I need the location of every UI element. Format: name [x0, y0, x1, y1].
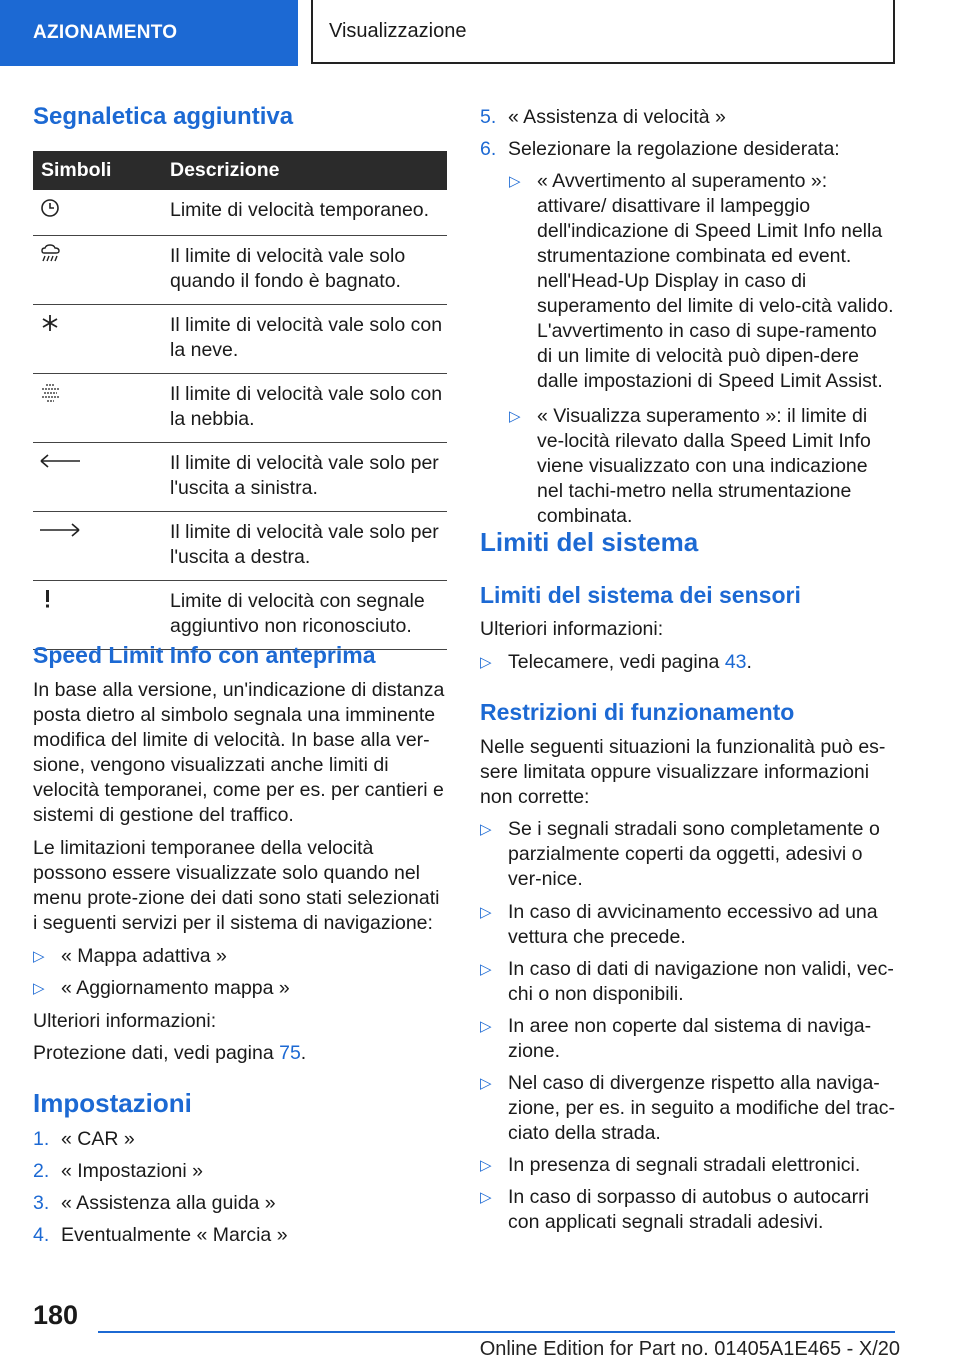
table-row	[33, 190, 447, 236]
section-tab: AZIONAMENTO	[0, 0, 298, 66]
list-item: ▷ Telecamere, vedi pagina 43.	[480, 651, 752, 673]
list-item: ▷ « Avvertimento al superamento »: attivare/ disattivare il lampeggio dell'indicazione di Speed Limit Info nella strumentazione combinata ed event. nell'Head-Up Display in caso di superamento del limite di velo-cità valido. L'avvertimento in caso di supe-ramento di un limite di velocità può dipen-dere dalle impostazioni di Speed Limit Assist.	[509, 170, 894, 392]
more-info-label: Ulteriori informazioni:	[33, 1010, 217, 1032]
list-item: 6. Selezionare la regolazione desiderata:	[480, 138, 840, 160]
list-item: ▷ In caso di sorpasso di autobus o autocarri con applicati segnali stradali adesivi.	[480, 1186, 869, 1233]
triangle-bullet-icon: ▷	[480, 1189, 492, 1206]
row-description: Il limite di velocità vale solo con la nebbia.	[166, 374, 447, 443]
snowflake-icon	[39, 313, 63, 333]
topic-header: Visualizzazione	[311, 0, 895, 64]
symbols-table	[33, 151, 447, 650]
list-item: ▷ In aree non coperte dal sistema di naviga-zione.	[480, 1015, 872, 1062]
arrow-right-icon	[39, 520, 81, 540]
heading-limits: Limiti del sistema	[480, 527, 699, 557]
heading-preview: Speed Limit Info con anteprima	[33, 642, 376, 668]
table-row	[33, 374, 447, 443]
privacy-page-link[interactable]: 75	[279, 1042, 301, 1064]
fog-icon	[39, 382, 63, 402]
list-item: 5. « Assistenza di velocità »	[480, 106, 726, 128]
heading-sensors: Limiti del sistema dei sensori	[480, 582, 801, 608]
triangle-bullet-icon: ▷	[480, 961, 492, 978]
list-item: ▷ Nel caso di divergenze rispetto alla naviga-zione, per es. in seguito a modifiche del trac-ciato della strada.	[480, 1072, 895, 1144]
rain-icon	[39, 244, 63, 264]
paragraph-preview: In base alla versione, un'indicazione di distanza posta dietro al simbolo segnala una imminente modifica del limite di velocità. In base alla ver-sione, vengono visualizzati anche limiti di velocità temporanei, come per es. per cantieri e sistemi di gestione del traffico.	[33, 679, 445, 826]
triangle-bullet-icon: ▷	[480, 1157, 492, 1174]
table-row	[33, 236, 447, 305]
heading-restrictions: Restrizioni di funzionamento	[480, 699, 795, 725]
footer-divider	[98, 1331, 895, 1333]
triangle-bullet-icon: ▷	[480, 1018, 492, 1035]
arrow-left-icon	[39, 451, 81, 471]
paragraph-restrictions: Nelle seguenti situazioni la funzionalità può es-sere limitata oppure visualizzare informazioni non corrette:	[480, 736, 886, 808]
triangle-bullet-icon: ▷	[509, 173, 521, 190]
table-row	[33, 512, 447, 581]
list-item: ▷ « Aggiornamento mappa »	[33, 977, 290, 999]
triangle-bullet-icon: ▷	[33, 980, 45, 997]
row-description: Limite di velocità temporaneo.	[166, 190, 447, 236]
triangle-bullet-icon: ▷	[480, 654, 492, 671]
list-item: ▷ In caso di dati di navigazione non validi, vec-chi o non disponibili.	[480, 958, 894, 1005]
table-header-symbols: Simboli	[33, 151, 166, 190]
triangle-bullet-icon: ▷	[509, 408, 521, 425]
row-description: Il limite di velocità vale solo per l'uscita a destra.	[166, 512, 447, 581]
row-description: Limite di velocità con segnale aggiuntivo non riconosciuto.	[166, 581, 447, 650]
table-row	[33, 305, 447, 374]
table-header-description: Descrizione	[166, 151, 447, 190]
list-item: ▷ In caso di avvicinamento eccessivo ad una vettura che precede.	[480, 901, 878, 948]
row-description: Il limite di velocità vale solo per l'uscita a sinistra.	[166, 443, 447, 512]
list-item: ▷ Se i segnali stradali sono completamente o parzialmente coperti da oggetti, adesivi o ver-nice.	[480, 818, 880, 890]
triangle-bullet-icon: ▷	[480, 904, 492, 921]
paragraph-temporary: Le limitazioni temporanee della velocità possono essere visualizzate solo quando nel menu prote-zione dei dati sono stati selezionati i seguenti servizi per il sistema di navigazione:	[33, 837, 440, 934]
list-item: 1. « CAR »	[33, 1128, 135, 1150]
list-item: ▷ In presenza di segnali stradali elettronici.	[480, 1154, 861, 1176]
camera-page-link[interactable]: 43	[724, 651, 747, 673]
page-number: 180	[33, 1300, 79, 1330]
table-row	[33, 581, 447, 650]
clock-icon	[39, 198, 63, 218]
triangle-bullet-icon: ▷	[480, 1075, 492, 1092]
heading-settings: Impostazioni	[33, 1088, 192, 1118]
more-info-label: Ulteriori informazioni:	[480, 618, 664, 640]
row-description: Il limite di velocità vale solo con la neve.	[166, 305, 447, 374]
row-description: Il limite di velocità vale solo quando il fondo è bagnato.	[166, 236, 447, 305]
table-row	[33, 443, 447, 512]
footer-edition: Online Edition for Part no. 01405A1E465 - X/20	[479, 1338, 900, 1360]
list-item: ▷ « Visualizza superamento »: il limite di ve-locità rilevato dalla Speed Limit Info viene visualizzato con una indicazione nel tachi-metro nella strumentazione combinata.	[509, 405, 871, 527]
triangle-bullet-icon: ▷	[33, 948, 45, 965]
triangle-bullet-icon: ▷	[480, 821, 492, 838]
heading-segnaletica: Segnaletica aggiuntiva	[33, 103, 294, 130]
list-item: ▷ « Mappa adattiva »	[33, 945, 227, 967]
exclamation-icon	[39, 589, 63, 609]
list-item: 2. « Impostazioni »	[33, 1160, 203, 1182]
list-item: 3. « Assistenza alla guida »	[33, 1192, 276, 1214]
privacy-reference: Protezione dati, vedi pagina 75.	[33, 1042, 307, 1064]
list-item: 4. Eventualmente « Marcia »	[33, 1224, 288, 1246]
